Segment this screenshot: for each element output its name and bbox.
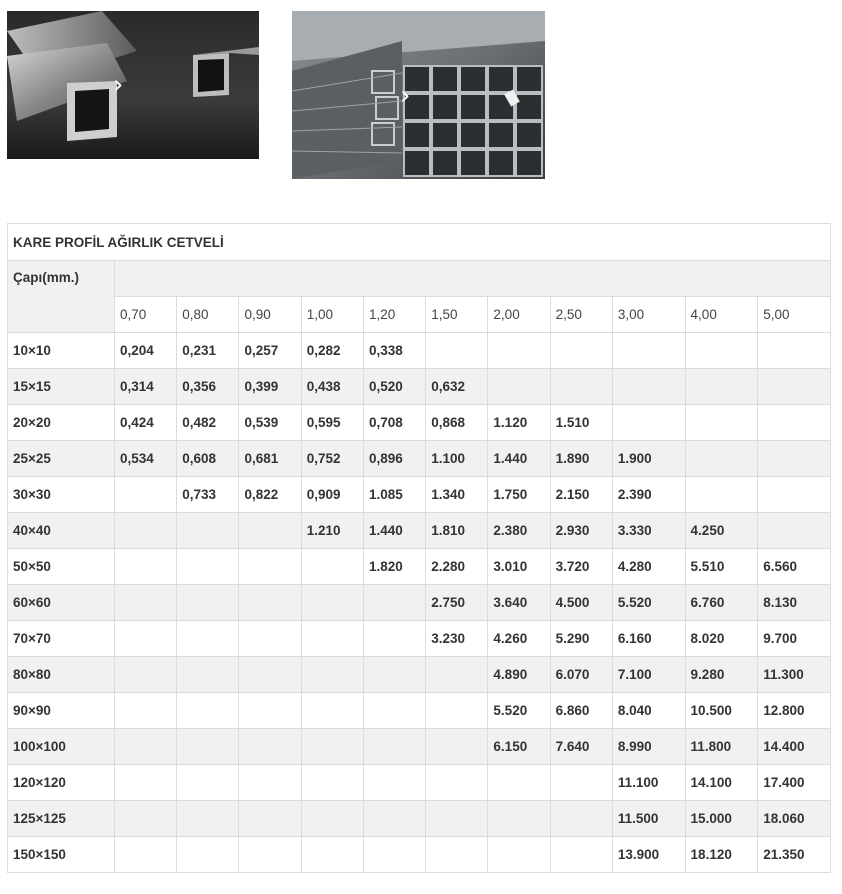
weight-cell [177,693,239,729]
weight-cell: 3.330 [612,513,685,549]
thickness-header: 3,00 [612,297,685,333]
weight-cell [550,837,612,873]
weight-cell: 0,868 [426,405,488,441]
size-cell: 20×20 [8,405,115,441]
weight-cell: 11.800 [685,729,758,765]
weight-cell [488,837,550,873]
weight-cell [612,333,685,369]
weight-cell: 1.510 [550,405,612,441]
weight-cell [685,369,758,405]
weight-cell [612,405,685,441]
weight-cell [301,729,363,765]
weight-cell: 4.500 [550,585,612,621]
weight-cell [758,405,831,441]
weight-cell: 14.100 [685,765,758,801]
size-cell: 25×25 [8,441,115,477]
table-row [8,369,831,405]
weight-cell: 0,539 [239,405,301,441]
weight-cell: 13.900 [612,837,685,873]
weight-cell: 12.800 [758,693,831,729]
weight-cell [363,729,425,765]
weight-cell [115,513,177,549]
weight-cell: 5.520 [612,585,685,621]
table-title: KARE PROFİL AĞIRLIK CETVELİ [8,224,831,261]
weight-cell [426,801,488,837]
weight-cell: 21.350 [758,837,831,873]
weight-cell: 1.750 [488,477,550,513]
table-row [8,729,831,765]
weight-cell [758,513,831,549]
weight-cell [177,657,239,693]
weight-cell: 0,896 [363,441,425,477]
warehouse-photo-image [292,11,545,179]
weight-cell [239,837,301,873]
weight-cell [612,369,685,405]
weight-table [7,223,831,873]
weight-cell: 14.400 [758,729,831,765]
weight-cell: 6.160 [612,621,685,657]
weight-cell [488,801,550,837]
weight-cell [239,765,301,801]
weight-cell: 0,520 [363,369,425,405]
weight-cell [426,765,488,801]
thickness-header: 1,50 [426,297,488,333]
weight-cell [363,801,425,837]
weight-cell [685,405,758,441]
weight-cell [115,621,177,657]
weight-cell: 4.890 [488,657,550,693]
chevron-right-icon[interactable]: › [400,81,411,111]
weight-cell [685,441,758,477]
weight-cell: 1.085 [363,477,425,513]
table-row [8,657,831,693]
thickness-header: 0,70 [115,297,177,333]
square-profile-studio-photo[interactable] [7,11,259,159]
weight-cell [685,333,758,369]
weight-cell: 8.130 [758,585,831,621]
weight-cell: 18.060 [758,801,831,837]
size-cell: 40×40 [8,513,115,549]
weight-cell: 7.640 [550,729,612,765]
weight-cell: 0,338 [363,333,425,369]
weight-cell: 3.010 [488,549,550,585]
thickness-group-header [115,261,831,297]
size-cell: 150×150 [8,837,115,873]
weight-cell: 9.280 [685,657,758,693]
size-cell: 100×100 [8,729,115,765]
weight-cell: 0,314 [115,369,177,405]
weight-cell: 17.400 [758,765,831,801]
weight-cell [115,477,177,513]
weight-cell: 10.500 [685,693,758,729]
weight-cell [177,837,239,873]
weight-cell: 0,608 [177,441,239,477]
table-row [8,621,831,657]
weight-cell [115,765,177,801]
table-row [8,801,831,837]
table-row [8,333,831,369]
weight-cell: 3.640 [488,585,550,621]
weight-cell [239,801,301,837]
weight-cell [177,585,239,621]
weight-cell: 0,282 [301,333,363,369]
weight-cell: 9.700 [758,621,831,657]
weight-cell [758,477,831,513]
weight-cell [758,369,831,405]
weight-cell: 0,752 [301,441,363,477]
thickness-header: 4,00 [685,297,758,333]
weight-cell [239,693,301,729]
weight-cell [115,837,177,873]
thickness-header: 1,20 [363,297,425,333]
weight-cell [488,369,550,405]
weight-cell: 6.560 [758,549,831,585]
weight-cell [426,333,488,369]
weight-cell: 8.040 [612,693,685,729]
weight-cell: 15.000 [685,801,758,837]
table-row [8,405,831,441]
thickness-header-row [8,297,831,333]
weight-cell: 1.340 [426,477,488,513]
weight-cell: 6.070 [550,657,612,693]
weight-cell: 3.230 [426,621,488,657]
weight-cell: 0,733 [177,477,239,513]
size-cell: 30×30 [8,477,115,513]
weight-cell [115,585,177,621]
weight-cell [301,585,363,621]
thickness-header: 0,90 [239,297,301,333]
weight-cell [550,765,612,801]
weight-cell [115,729,177,765]
weight-cell [685,477,758,513]
weight-cell: 18.120 [685,837,758,873]
weight-cell [115,549,177,585]
table-row [8,513,831,549]
weight-cell [758,441,831,477]
weight-cell: 4.260 [488,621,550,657]
weight-cell: 0,204 [115,333,177,369]
weight-cell [177,729,239,765]
weight-cell [177,801,239,837]
table-row [8,549,831,585]
weight-cell [115,693,177,729]
weight-cell: 0,356 [177,369,239,405]
thickness-header: 1,00 [301,297,363,333]
table-row [8,693,831,729]
size-cell: 120×120 [8,765,115,801]
weight-cell [363,765,425,801]
weight-cell [301,837,363,873]
weight-cell [239,621,301,657]
thickness-header: 2,50 [550,297,612,333]
weight-cell [426,729,488,765]
weight-cell: 6.760 [685,585,758,621]
weight-cell [488,765,550,801]
weight-cell [239,657,301,693]
table-row [8,837,831,873]
weight-cell [239,585,301,621]
weight-cell [488,333,550,369]
weight-cell [177,621,239,657]
weight-cell [550,369,612,405]
thickness-header: 2,00 [488,297,550,333]
weight-cell [177,549,239,585]
size-cell: 10×10 [8,333,115,369]
size-cell: 90×90 [8,693,115,729]
size-column-header: Çapı(mm.) [8,261,115,333]
weight-cell: 5.510 [685,549,758,585]
weight-cell [239,513,301,549]
weight-cell: 0,231 [177,333,239,369]
weight-cell: 2.750 [426,585,488,621]
weight-cell: 1.210 [301,513,363,549]
weight-cell: 1.440 [488,441,550,477]
weight-cell [301,693,363,729]
square-profile-warehouse-photo[interactable] [292,11,545,179]
studio-photo-image [7,11,259,159]
weight-cell: 6.860 [550,693,612,729]
weight-cell: 3.720 [550,549,612,585]
table-row [8,585,831,621]
weight-cell: 4.280 [612,549,685,585]
weight-cell: 1.810 [426,513,488,549]
size-cell: 15×15 [8,369,115,405]
weight-cell: 1.120 [488,405,550,441]
weight-cell [115,657,177,693]
weight-cell [115,801,177,837]
weight-cell: 11.100 [612,765,685,801]
weight-cell: 2.390 [612,477,685,513]
weight-cell: 0,909 [301,477,363,513]
weight-cell: 0,708 [363,405,425,441]
table-row [8,441,831,477]
weight-cell: 1.890 [550,441,612,477]
weight-cell: 4.250 [685,513,758,549]
weight-cell: 0,424 [115,405,177,441]
weight-cell [550,333,612,369]
thickness-header: 5,00 [758,297,831,333]
weight-cell [426,657,488,693]
weight-cell: 1.900 [612,441,685,477]
weight-cell: 8.020 [685,621,758,657]
weight-cell: 0,534 [115,441,177,477]
weight-cell: 5.520 [488,693,550,729]
weight-cell: 2.380 [488,513,550,549]
weight-cell: 11.300 [758,657,831,693]
weight-cell [301,549,363,585]
thickness-header: 0,80 [177,297,239,333]
weight-cell: 2.280 [426,549,488,585]
size-cell: 125×125 [8,801,115,837]
weight-cell: 6.150 [488,729,550,765]
weight-cell: 1.100 [426,441,488,477]
weight-cell [301,657,363,693]
weight-cell [363,837,425,873]
weight-cell: 0,681 [239,441,301,477]
weight-cell: 2.930 [550,513,612,549]
weight-cell: 5.290 [550,621,612,657]
weight-cell [426,837,488,873]
size-cell: 80×80 [8,657,115,693]
weight-cell: 0,595 [301,405,363,441]
weight-cell [363,585,425,621]
table-row [8,765,831,801]
weight-cell [758,333,831,369]
table-row [8,477,831,513]
weight-cell [426,693,488,729]
size-cell: 70×70 [8,621,115,657]
size-cell: 50×50 [8,549,115,585]
weight-cell [177,765,239,801]
weight-cell: 1.440 [363,513,425,549]
weight-cell: 8.990 [612,729,685,765]
weight-cell [301,621,363,657]
weight-cell [239,549,301,585]
weight-cell: 0,438 [301,369,363,405]
weight-cell: 7.100 [612,657,685,693]
weight-cell [363,657,425,693]
weight-cell [363,621,425,657]
weight-cell: 11.500 [612,801,685,837]
weight-cell [239,729,301,765]
weight-cell: 1.820 [363,549,425,585]
weight-cell [550,801,612,837]
weight-cell [363,693,425,729]
weight-cell: 0,399 [239,369,301,405]
size-cell: 60×60 [8,585,115,621]
weight-cell [177,513,239,549]
chevron-right-icon[interactable]: › [113,70,124,100]
weight-cell: 0,822 [239,477,301,513]
weight-cell [301,801,363,837]
weight-cell: 0,482 [177,405,239,441]
weight-cell: 0,257 [239,333,301,369]
weight-cell: 2.150 [550,477,612,513]
weight-cell: 0,632 [426,369,488,405]
weight-cell [301,765,363,801]
